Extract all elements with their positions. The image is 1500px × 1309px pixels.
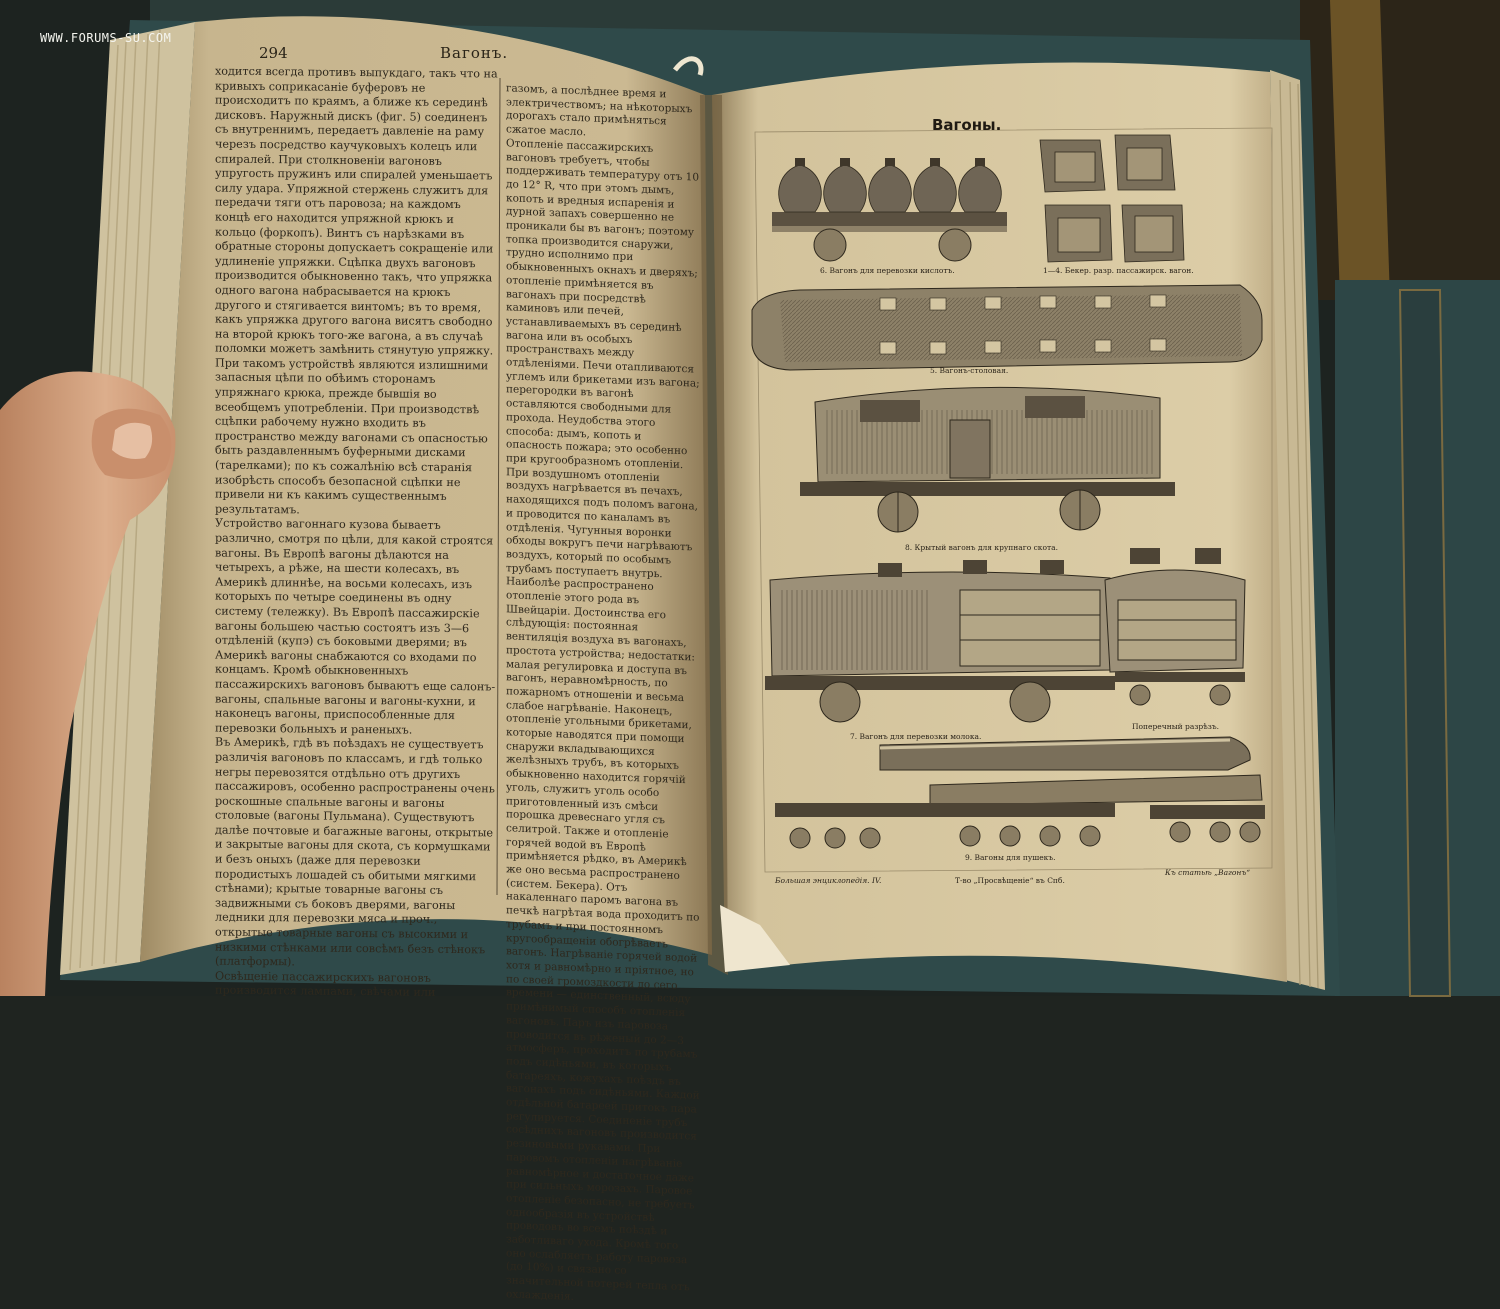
caption-fig7: 7. Вагонъ для перевозки молока. bbox=[850, 732, 982, 741]
caption-fig6: 6. Вагонъ для перевозки кислотъ. bbox=[820, 266, 955, 275]
footer-left: Большая энциклопедія. IV. bbox=[775, 876, 882, 885]
page-number: 294 bbox=[259, 44, 288, 62]
footer-right: Къ статьѣ „Вагонъ“ bbox=[1165, 868, 1251, 877]
caption-cross-section: Поперечный разрѣзъ. bbox=[1132, 722, 1219, 731]
running-head: Вагонъ. bbox=[440, 44, 509, 62]
caption-fig9: 9. Вагоны для пушекъ. bbox=[965, 853, 1056, 862]
watermark: WWW.FORUMS-SU.COM bbox=[40, 31, 172, 45]
dining-car-illustration bbox=[752, 285, 1262, 370]
plate-title: Вагоны. bbox=[932, 116, 1002, 134]
caption-fig5: 5. Вагонъ-столовая. bbox=[930, 366, 1009, 375]
left-column-text: ходится всегда противъ выпукдаго, такъ что на кривыхъ соприкасаніе буферовъ не происходитъ по краямъ, а ближе къ серединѣ дисковъ. Наружный дискъ (фиг. 5) соединенъ съ внутреннимъ, передаетъ давленіе на раму черезъ посредство каучуковыхъ колецъ или спиралей. При столкновеніи вагоновъ упругость пружинъ или спиралей уменьшаетъ силу удара. Упряжной стержень служитъ для передачи тяги отъ паровоза; на каждомъ концѣ его находится упряжной крюкъ и кольцо (форкопъ). Винтъ съ нарѣзками въ обратные стороны допускаетъ сокращеніе или удлиненіе упряжки. Сцѣпка двухъ вагоновъ производится обыкновенно такъ, что упряжка одного вагона набрасывается на крюкъ другого и стягивается винтомъ; въ то время, какъ упряжка другого вагона висятъ свободно на второй крюкъ того-же вагона, а въ случаѣ поломки можетъ замѣнить стянутую упряжку. При такомъ устройствѣ являются излишними запасныя цѣпи по обѣимъ сторонамъ упряжнаго крюка, прежде бывшія во всеобщемъ употребленіи. При производствѣ сцѣпки рабочему нужно входить въ пространство между вагонами съ опасностью быть раздавленнымъ буферными дисками (тарелками); по къ сожалѣнію всѣ старанія изобрѣсть способъ безопасной сцѣпки не привели ни къ какимъ существеннымъ результатамъ. Устройство вагоннаго кузова бываетъ различно, смотря по цѣли, для какой строятся вагоны. Въ Европѣ вагоны дѣлаются на четырехъ, а рѣже, на шести колесахъ, въ Америкѣ длиннѣе, на восьми колесахъ, изъ которыхъ по четыре соединены въ одну систему (тележку). Въ Европѣ пассажирскіе вагоны большею частью состоятъ изъ 3—6 отдѣленій (купэ) съ боковыми дверями; въ Америкѣ вагоны снабжаются со входами по концамъ. Кромѣ обыкновенныхъ пассажирскихъ вагоновъ бываютъ еще салонъ-вагоны, спальные вагоны и вагоны-кухни, и наконецъ вагоны, приспособленные для перевозки больныхъ и раненыхъ. Въ Америкѣ, гдѣ въ поѣздахъ не существуетъ различія вагоновъ по классамъ, и гдѣ только негры перевозятся отдѣльно отъ другихъ пассажировъ, особенно распространены очень роскошные спальные вагоны и вагоны столовые (вагоны Пульмана). Существуютъ далѣе почтовые и багажные вагоны, открытые и закрытые вагоны для скота, съ кормушками и безъ оныхъ (даже для перевозки породистыхъ лошадей съ обитыми мягкими стѣнами); крытые товарные вагоны съ задвижными съ боковъ дверями, вагоны ледники для перевозки мяса и проч., открытые товарные вагоны съ высокими и низкими стѣнками или совсѣмъ безъ стѣнокъ (платформы). Освѣщеніе пассажирскихъ вагоновъ производится лампами, свѣчами или bbox=[215, 64, 498, 1000]
caption-fig8: 8. Крытый вагонъ для крупнаго скота. bbox=[905, 543, 1059, 552]
back-book-spine bbox=[1300, 0, 1500, 300]
caption-fig1-4: 1—4. Бекер. разр. пассажирск. вагон. bbox=[1043, 266, 1194, 275]
footer-center: Т-во „Просвѣщеніе“ въ Спб. bbox=[955, 876, 1065, 885]
right-column-text: газомъ, а послѣднее время и электричествомъ; на нѣкоторыхъ дорогахъ стало примѣняться сжатое масло. Отопленіе пассажирскихъ вагоновъ требуетъ, чтобы поддерживать температуру отъ 10 до 12° R, что при этомъ дымъ, копоть и вредныя испаренія и дурной запахъ совершенно не проникали бы въ вагонъ; поэтому топка производится снаружи, трудно исполнимо при обыкновенныхъ окнахъ и дверяхъ; отопленіе примѣняется въ вагонахъ при посредствѣ каминовъ или печей, устанавливаемыхъ въ серединѣ вагона или въ особыхъ пространствахъ между отдѣленіями. Печи отапливаются углемъ или брикетами изъ вагона; перегородки въ вагонѣ оставляются свободными для прохода. Неудобства этого способа: дымъ, копоть и опасность пожара; это особенно при кругообразномъ отопленіи. При воздушномъ отопленіи воздухъ нагрѣвается въ печахъ, находящихся подъ поломъ вагона, и проводится по каналамъ въ отдѣленія. Чугунныя воронки обходы вокругъ печи нагрѣваютъ воздухъ, который по особымъ трубамъ поступаетъ внутрь. Наиболѣе распространено отопленіе этого рода въ Швейцаріи. Достоинства его слѣдующія: постоянная вентиляція воздуха въ вагонахъ, простота устройства; недостатки: малая регулировка и доступа въ вагонъ, неравномѣрность, по пожарномъ отношеніи и весьма слабое нагрѣваніе. Наконецъ, отопленіе угольными брикетами, которые наводятся при помощи снаружи вкладывающихся желѣзныхъ трубъ, въ которыхъ обыкновенно находится горячій уголь, служитъ уголь особо приготовленный изъ смѣси порошка древеснаго угля съ селитрой. Также и отопленіе горячей водой въ Европѣ примѣняется рѣдко, въ Америкѣ же оно весьма распространено (систем. Бекера). Отъ накаленнаго паромъ вагона въ печкѣ нагрѣтая вода проходитъ по трубамъ и при постоянномъ кругообращеніи обогрѣваетъ вагонъ. Нагрѣваніе горячей водой хотя и равномѣрно и пріятное, но по своей громоздкости до сего времени — единственный, всюду примѣнимый способъ отопленія вагоновъ. Паръ изъ паровоза проводится въ рѣженый до 2—3 атмосферъ, проходитъ по трубамъ подъ сидѣньями, въ которыхъ батареяхъ, кожухахъ поѣздъ въ вагонахъ подъ сидѣньями. Каждой отдѣльной батареей притокъ пара регулируется. Соединеніе трубъ сосѣднихъ вагоновъ производится резиновыми рукавами. При паровомъ отопленіи нагрѣваніе равномѣрное и достаточное даже при сильныхъ морозахъ. Паровое отопленіе безопасно, не требуетъ однообразія въ устройствѣ проводовъ во всемъ поѣздѣ и заботливаго ухода. Кромѣ того оно ослабляетъ работу паровоза (до 10%) и связано со значительной потерей тепла отъ охлажденія. bbox=[506, 82, 700, 1303]
